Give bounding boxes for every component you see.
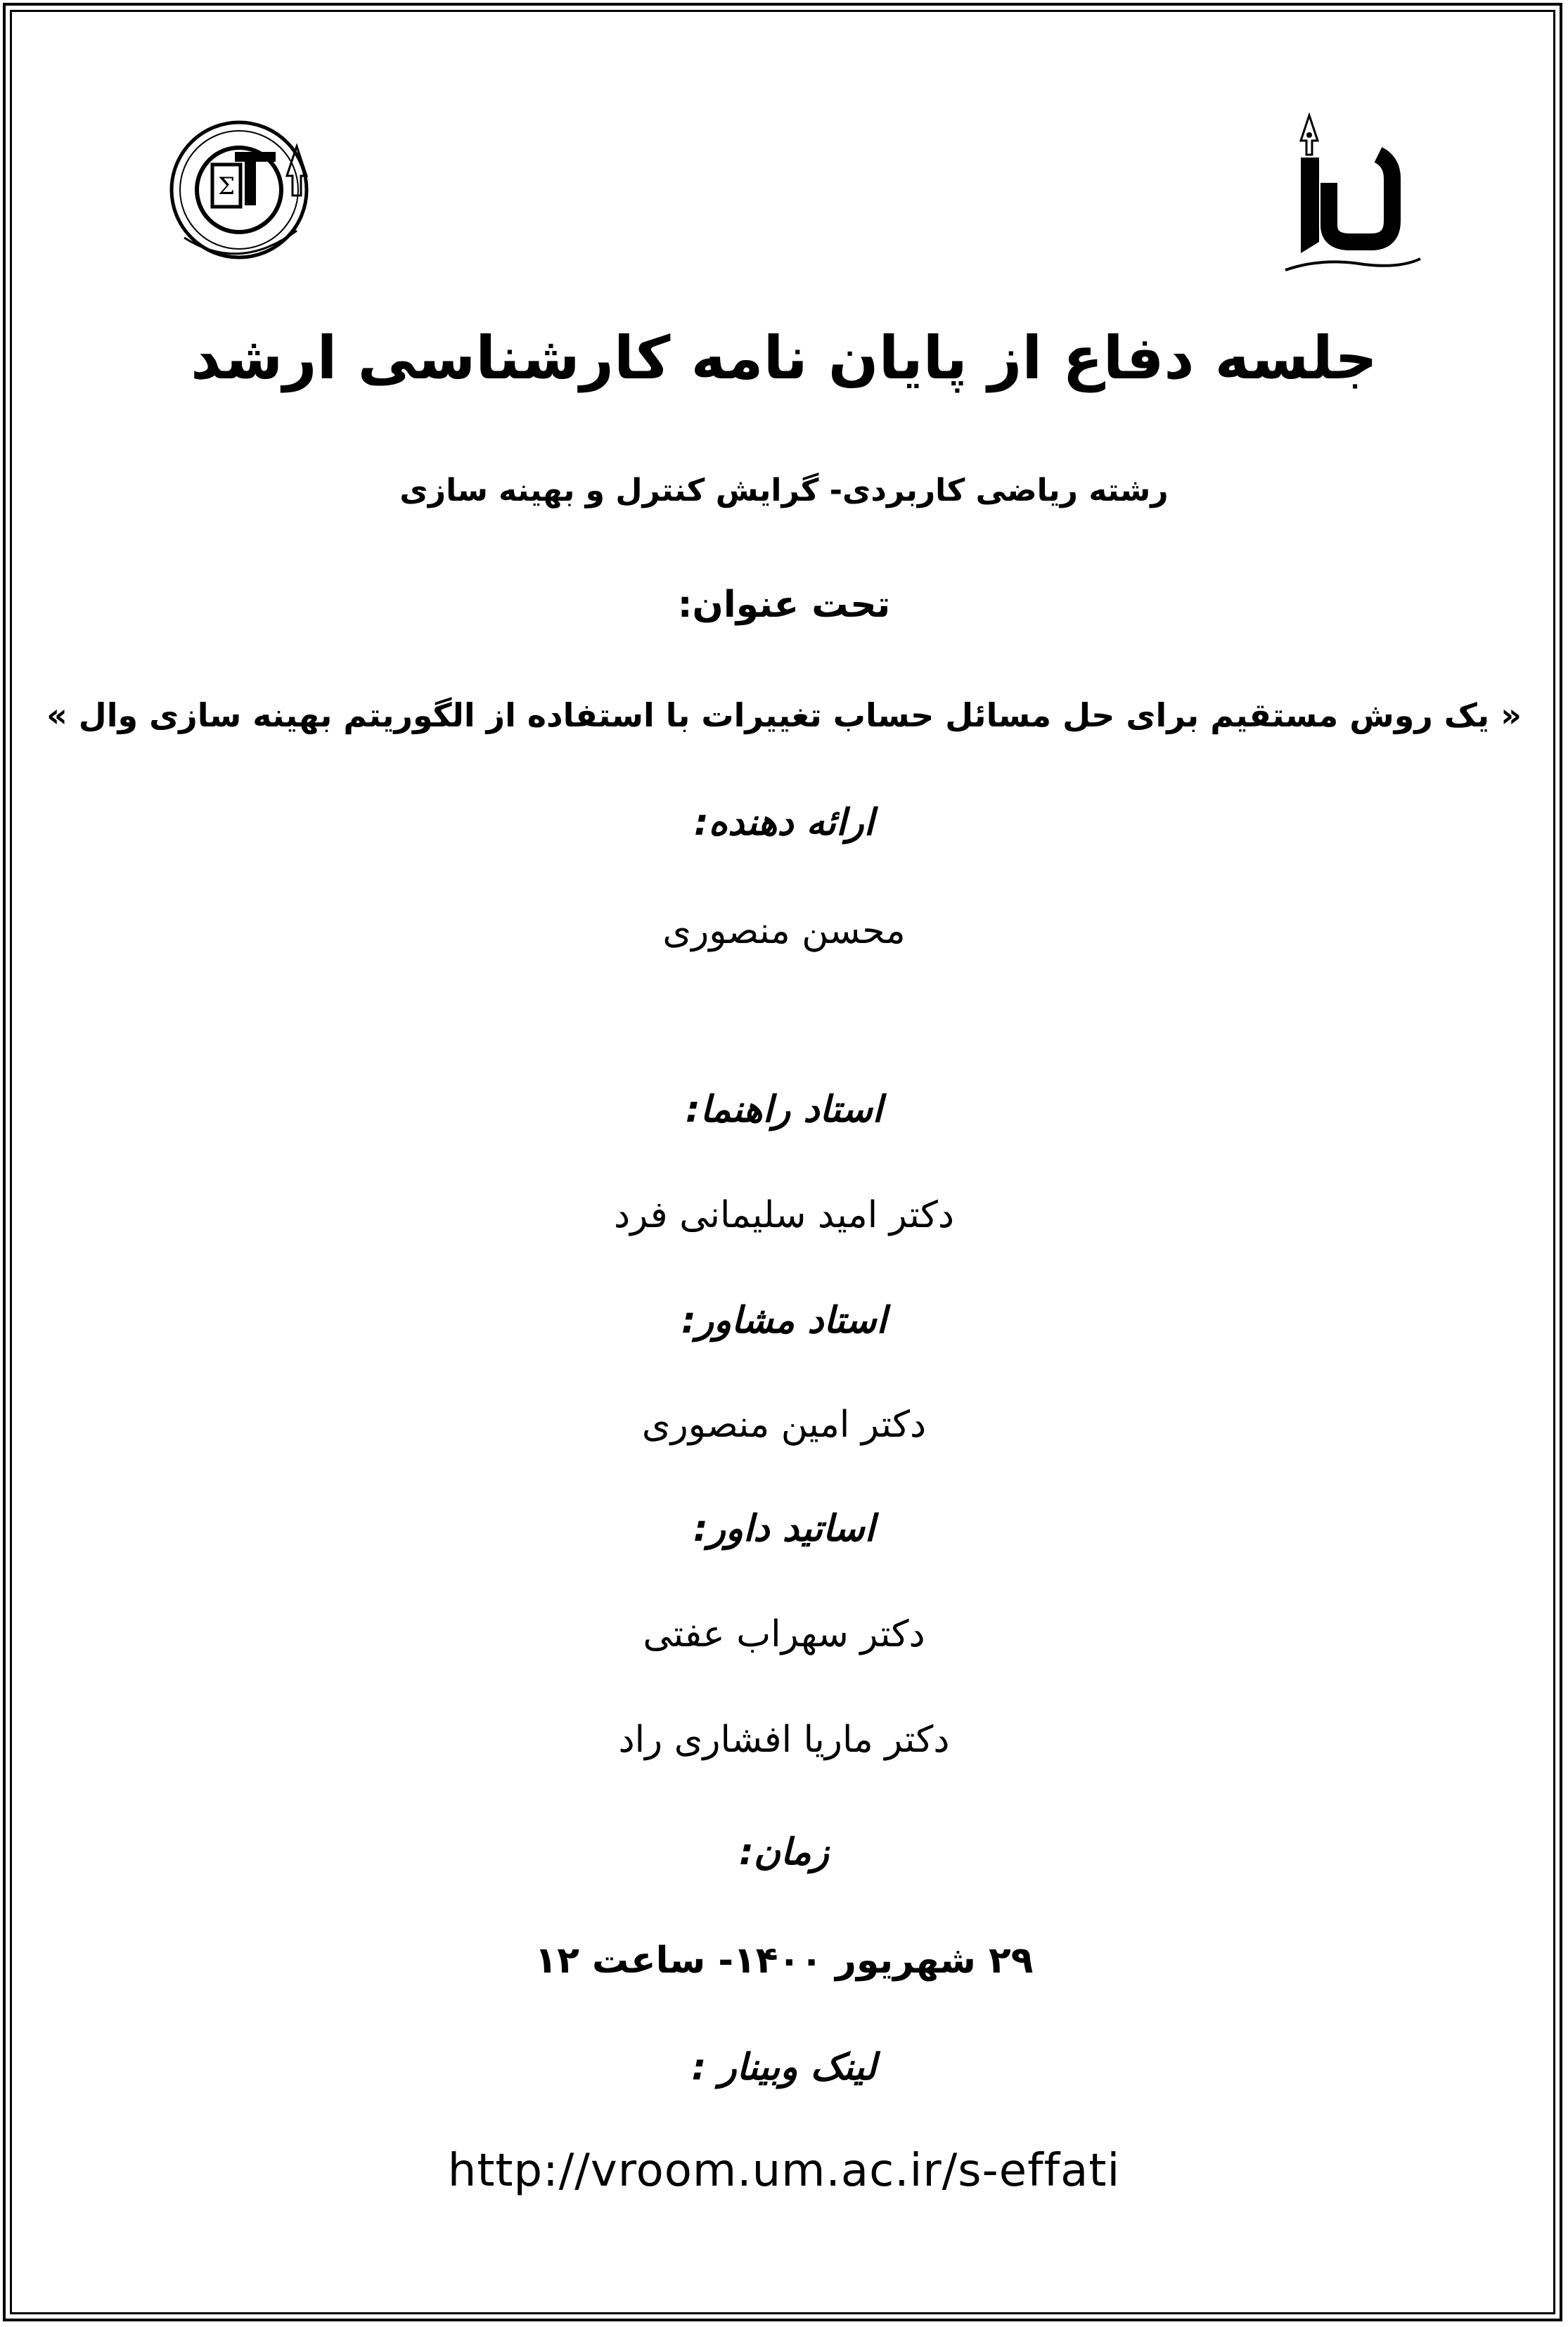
faculty-logo-icon: [156, 111, 325, 295]
referee-name: دکتر ماریا افشاری راد: [618, 1719, 950, 1761]
supervisor-name: دکتر امید سلیمانی فرد: [613, 1194, 955, 1236]
referee-name: دکتر سهراب عفتی: [643, 1613, 925, 1655]
presenter-name: محسن منصوری: [662, 910, 906, 952]
referees-label: اساتید داور:: [693, 1508, 875, 1550]
page-title: جلسه دفاع از پایان نامه کارشناسی ارشد: [191, 323, 1377, 392]
svg-text:Σ: Σ: [217, 172, 236, 200]
time-label: زمان:: [739, 1831, 829, 1873]
university-logo-icon: [1280, 113, 1427, 297]
webinar-label: لینک وبینار :: [691, 2046, 877, 2089]
thesis-title-label: تحت عنوان:: [677, 584, 891, 626]
field-of-study: رشته ریاضی کاربردی- گرایش کنترل و بهینه سازی: [399, 473, 1169, 508]
advisor-label: استاد مشاور:: [681, 1300, 887, 1342]
presenter-label: ارائه دهنده:: [693, 802, 875, 844]
university-logo: [1280, 113, 1427, 297]
faculty-logo: [156, 111, 325, 295]
time-value: ۲۹ شهریور ۱۴۰۰- ساعت ۱۲: [534, 1940, 1034, 1982]
advisor-name: دکتر امین منصوری: [641, 1404, 927, 1446]
supervisor-label: استاد راهنما:: [685, 1089, 883, 1131]
webinar-link[interactable]: http://vroom.um.ac.ir/s-effati: [447, 2145, 1121, 2197]
thesis-title: « یک روش مستقیم برای حل مسائل حساب تغییرات با استفاده از الگوریتم بهینه سازی وال »: [46, 696, 1522, 734]
